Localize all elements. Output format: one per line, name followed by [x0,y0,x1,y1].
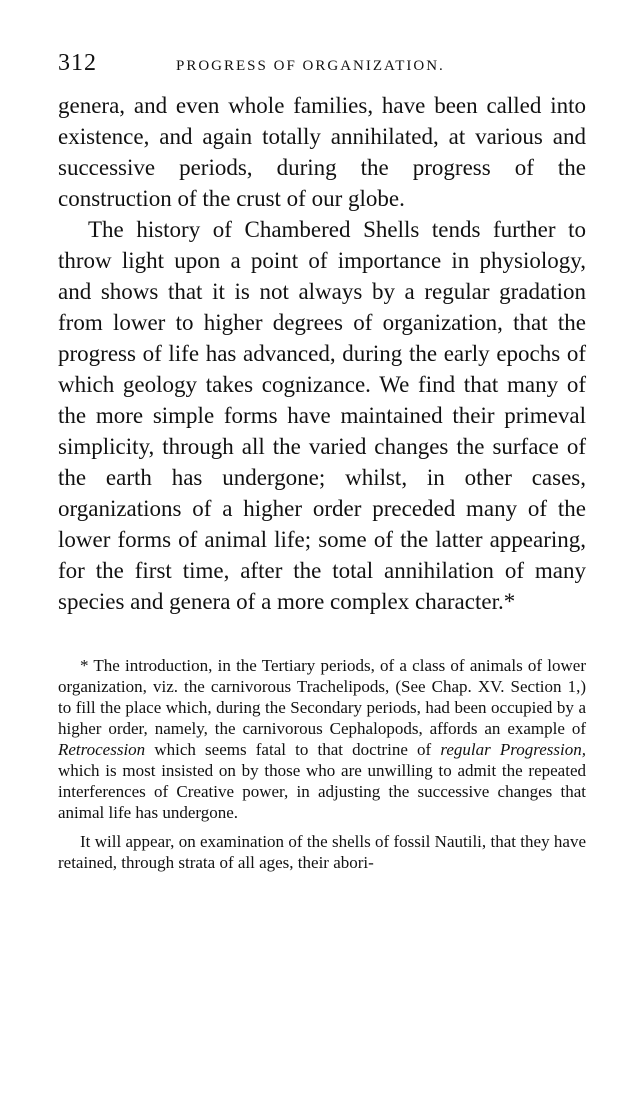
footnotes [58,655,586,873]
footnote-text-part: which is most insisted on by those who are unwilling to admit the repeated interferences of Creative power, in adjusting the successive changes that animal life has undergone. [58,761,586,822]
footnote-text-part: * The introduction, in the Tertiary periods, of a class of animals of lower organization, viz. the carnivorous Trachelipods, (See Chap. XV. Section 1,) to fill the place which, during the Secondary periods, had been occupied by a higher order, namely, the carnivorous Cephalopods, affords an example of [58,656,586,738]
footnote-italic-term: Retrocession [58,740,146,759]
page-header [58,50,586,86]
footnote-retrocession [58,655,586,823]
book-page [58,50,586,873]
paragraph-chambered-shells: The history of Chambered Shells tends further to throw light upon a point of importance in physiology, and shows that it is not always by a regular gradation from lower to higher degrees of organization, that the progress of life has advanced, during the early epochs of which geology takes cognizance. We find that many of the more simple forms have maintained their primeval simplicity, through all the varied changes the surface of the earth has undergone; whilst, in other cases, organizations of a higher order preceded many of the lower forms of animal life; some of the latter appearing, for the first time, after the total annihilation of many species and genera of a more complex character.* [58,217,586,614]
footnote-text-part: which seems fatal to that doctrine of [145,740,441,759]
footnote-italic-term: regular Progression, [440,740,586,759]
footnote-nautili: It will appear, on examination of the shells of fossil Nautili, that they have retained, through strata of all ages, their abori- [58,832,586,872]
main-text [58,90,586,617]
running-head: PROGRESS OF ORGANIZATION. [176,58,445,74]
page-number: 312 [58,50,97,76]
paragraph-continuation: genera, and even whole families, have been called into existence, and again totally annihilated, at various and successive periods, during the progress of the construction of the crust of our globe. [58,93,586,211]
